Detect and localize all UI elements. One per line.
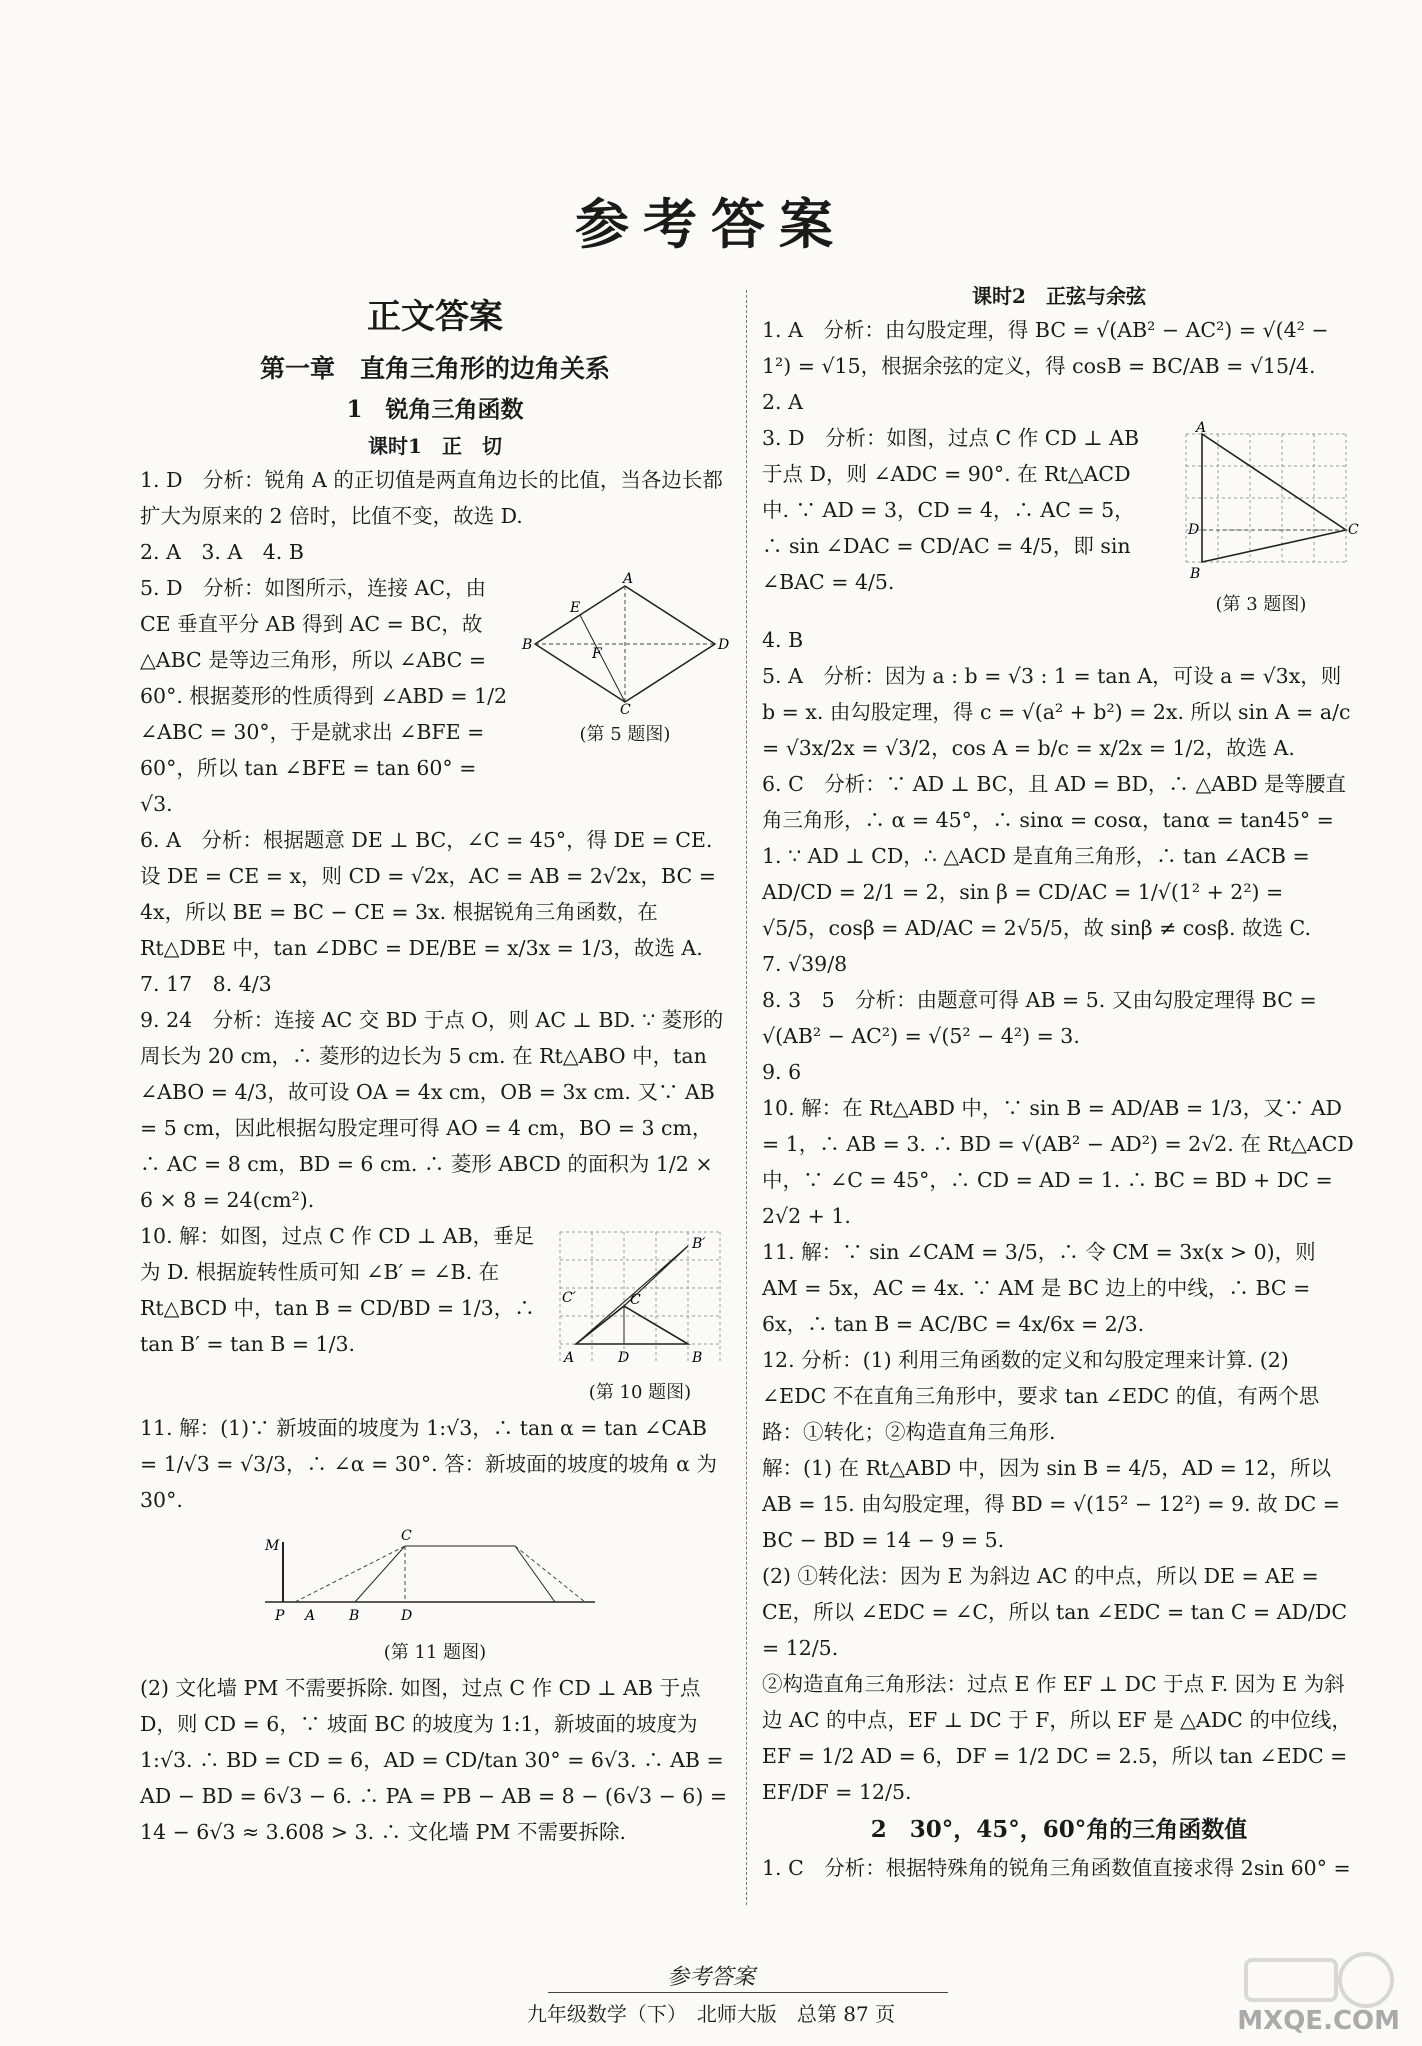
r-answer-12-method1: (2) ①转化法：因为 E 为斜边 AC 的中点，所以 DE = AE = CE，所以 ∠EDC = ∠C，所以 tan ∠EDC = tan C = AD/DC = 12/5. [762, 1564, 1348, 1660]
svg-text:M: M [265, 1538, 280, 1554]
watermark-text: MXQE.COM [1237, 2006, 1400, 2036]
r-answer-4: 4. B [762, 628, 804, 652]
answer-2-4: 2. A 3. A 4. B [140, 540, 304, 564]
sub-heading-2: 课时2 正弦与余弦 [972, 284, 1146, 308]
grid-diagram-3 [1166, 420, 1359, 584]
r-answer-5: 5. A 分析：因为 a : b = √3 : 1 = tan A，可设 a = √3x，则 b = x. 由勾股定理，得 c = √(a² + b²) = 2x. 所以 sin A = a/c = √3x/2x = √3/2，cos A = b/c = x/2x = 1/2，故选 A. [762, 664, 1351, 760]
figure-3 [1166, 420, 1359, 618]
svg-text:C: C [620, 702, 631, 718]
section-heading: 正文答案 [367, 297, 503, 337]
svg-text:A: A [1196, 420, 1207, 436]
r-answer-1: 1. A 分析：由勾股定理，得 BC = √(AB² − AC²) = √(4² − 1²) = √15，根据余弦的定义，得 cosB = BC/AB = √15/4. [762, 318, 1329, 378]
r-answer-9: 9. 6 [762, 1060, 802, 1084]
slope-diagram [255, 1522, 615, 1632]
grid-diagram-10 [550, 1222, 730, 1372]
right-column [762, 280, 1359, 1886]
r-answer-6: 6. C 分析：∵ AD ⊥ BC，且 AD = BD，∴ △ABD 是等腰直角三角形，∴ α = 45°，∴ sinα = cosα，tanα = tan45° = 1. ∵ AD ⊥ CD，∴ △ACD 是直角三角形，∴ tan ∠ACB = AD/CD = 2/1 = 2，sin β = CD/AC = 1/√(1² + 2²) = √5/5，cosβ = AD/AC = 2√5/5，故 sinβ ≠ cosβ. 故选 C. [762, 772, 1347, 940]
answer-11-part1: 11. 解：(1)∵ 新坡面的坡度为 1:√3，∴ tan α = tan ∠CAB = 1/√3 = √3/3，∴ ∠α = 30°. 答：新坡面的坡度的坡角 α 为 30°. [140, 1416, 718, 1512]
svg-text:D: D [618, 1350, 630, 1366]
r-answer-10: 10. 解：在 Rt△ABD 中，∵ sin B = AD/AB = 1/3，又∵ AD = 1，∴ AB = 3. ∴ BD = √(AB² − AD²) = 2√2. 在 Rt△ACD 中，∵ ∠C = 45°，∴ CD = AD = 1. ∴ BC = BD + DC = 2√2 + 1. [762, 1096, 1354, 1228]
r-answer-12-part1: 解：(1) 在 Rt△ABD 中，因为 sin B = 4/5，AD = 12，所以 AB = 15. 由勾股定理，得 BD = √(15² − 12²) = 9. 故 DC = BC − BD = 14 − 9 = 5. [762, 1456, 1340, 1552]
svg-text:A: A [564, 1350, 575, 1366]
figure-11 [140, 1522, 730, 1666]
answer-7-8: 7. 17 8. 4/3 [140, 972, 272, 996]
footer-rule [548, 1992, 948, 1993]
svg-text:C′: C′ [562, 1290, 576, 1306]
answer-6: 6. A 分析：根据题意 DE ⊥ BC，∠C = 45°，得 DE = CE. 设 DE = CE = x，则 CD = √2x，AC = AB = 2√2x，BC = 4x，所以 BE = BC − CE = 3x. 根据锐角三角函数，在 Rt△DBE 中，tan ∠DBC = DE/BE = x/3x = 1/3，故选 A. [140, 828, 716, 960]
svg-text:A: A [305, 1608, 316, 1624]
svg-text:C: C [401, 1528, 412, 1544]
r-last-answer: 1. C 分析：根据特殊角的锐角三角函数值直接求得 2sin 60° = [762, 1856, 1351, 1880]
r-answer-2: 2. A [762, 390, 803, 414]
answer-10: 10. 解：如图，过点 C 作 CD ⊥ AB，垂足为 D. 根据旋转性质可知 ∠B′ = ∠B. 在 Rt△BCD 中，tan B = CD/BD = 1/3，∴ tan B′ = tan B = 1/3. [140, 1224, 535, 1356]
svg-text:A: A [623, 571, 634, 587]
rhombus-diagram [520, 571, 730, 718]
r-answer-3: 3. D 分析：如图，过点 C 作 CD ⊥ AB 于点 D，则 ∠ADC = 90°. 在 Rt△ACD 中. ∵ AD = 3，CD = 4，∴ AC = 5，∴ sin ∠DAC = CD/AC = 4/5，即 sin ∠BAC = 4/5. [762, 426, 1140, 594]
figure-11-caption: (第 11 题图) [383, 1642, 487, 1663]
figure-5 [520, 571, 730, 748]
lesson-heading: 1 锐角三角函数 [346, 396, 524, 423]
svg-text:D: D [401, 1608, 413, 1624]
svg-text:C: C [1348, 522, 1359, 538]
answer-5: 5. D 分析：如图所示，连接 AC，由 CE 垂直平分 AB 得到 AC = BC，故 △ABC 是等边三角形，所以 ∠ABC = 60°. 根据菱形的性质得到 ∠ABD = 1/2 ∠ABC = 30°，于是就求出 ∠BFE = 60°，所以 tan ∠BFE = tan 60° = √3. [140, 576, 508, 816]
r-answer-8: 8. 3 5 分析：由题意可得 AB = 5. 又由勾股定理得 BC = √(AB² − AC²) = √(5² − 4²) = 3. [762, 988, 1317, 1048]
svg-text:F: F [592, 646, 602, 662]
r-answer-11: 11. 解：∵ sin ∠CAM = 3/5，∴ 令 CM = 3x(x > 0)，则 AM = 5x，AC = 4x. ∵ AM 是 BC 边上的中线，∴ BC = 6x，∴ tan B = AC/BC = 4x/6x = 2/3. [762, 1240, 1316, 1336]
svg-text:B: B [1190, 566, 1201, 582]
svg-text:E: E [570, 600, 581, 616]
svg-text:D: D [718, 637, 730, 653]
svg-text:B: B [522, 637, 533, 653]
column-divider [746, 290, 747, 1905]
footer-label: 参考答案 [666, 1965, 755, 1990]
svg-text:P: P [275, 1608, 285, 1624]
figure-10 [550, 1222, 730, 1406]
svg-text:B: B [692, 1350, 703, 1366]
sub-heading: 课时1 正 切 [368, 434, 502, 458]
left-column [140, 280, 730, 1850]
figure-3-caption: (第 3 题图) [1215, 594, 1307, 615]
figure-10-caption: (第 10 题图) [588, 1382, 692, 1403]
svg-text:B′: B′ [692, 1236, 706, 1252]
lesson-heading-2: 2 30°，45°，60°角的三角函数值 [870, 1816, 1248, 1843]
r-answer-7: 7. √39/8 [762, 952, 848, 976]
r-answer-12-analysis: 12. 分析：(1) 利用三角函数的定义和勾股定理来计算. (2) ∠EDC 不在直角三角形中，要求 tan ∠EDC 的值，有两个思路：①转化；②构造直角三角形. [762, 1348, 1320, 1444]
svg-text:C: C [630, 1292, 641, 1308]
svg-text:D: D [1188, 522, 1200, 538]
answer-9: 9. 24 分析：连接 AC 交 BD 于点 O，则 AC ⊥ BD. ∵ 菱形的周长为 20 cm，∴ 菱形的边长为 5 cm. 在 Rt△ABO 中，tan ∠ABO = 4/3，故可设 OA = 4x cm，OB = 3x cm. 又∵ AB = 5 cm，因此根据勾股定理可得 AO = 4 cm，BO = 3 cm，∴ AC = 8 cm，BD = 6 cm. ∴ 菱形 ABCD 的面积为 1/2 × 6 × 8 = 24(cm²). [140, 1008, 724, 1212]
footer-page-info: 九年级数学（下） 北师大版 总第 87 页 [526, 2002, 896, 2026]
svg-text:B: B [349, 1608, 360, 1624]
page-title: 参考答案 [575, 192, 847, 256]
figure-5-caption: (第 5 题图) [579, 724, 671, 745]
answer-1: 1. D 分析：锐角 A 的正切值是两直角边长的比值，当各边长都扩大为原来的 2 倍时，比值不变，故选 D. [140, 468, 723, 528]
r-answer-12-method2: ②构造直角三角形法：过点 E 作 EF ⊥ DC 于点 F. 因为 E 为斜边 AC 的中点，EF ⊥ DC 于 F，所以 EF 是 △ADC 的中位线，EF = 1/2 AD = 6，DF = 1/2 DC = 2.5，所以 tan ∠EDC = EF/DF = 12/5. [762, 1672, 1352, 1804]
answer-11-part2: (2) 文化墙 PM 不需要拆除. 如图，过点 C 作 CD ⊥ AB 于点 D，则 CD = 6，∵ 坡面 BC 的坡度为 1:1，新坡面的坡度为 1:√3. ∴ BD = CD = 6，AD = CD/tan 30° = 6√3. ∴ AB = AD − BD = 6√3 − 6. ∴ PA = PB − AB = 8 − (6√3 − 6) = 14 − 6√3 ≈ 3.608 > 3. ∴ 文化墙 PM 不需要拆除. [140, 1676, 728, 1844]
chapter-heading: 第一章 直角三角形的边角关系 [259, 354, 610, 383]
